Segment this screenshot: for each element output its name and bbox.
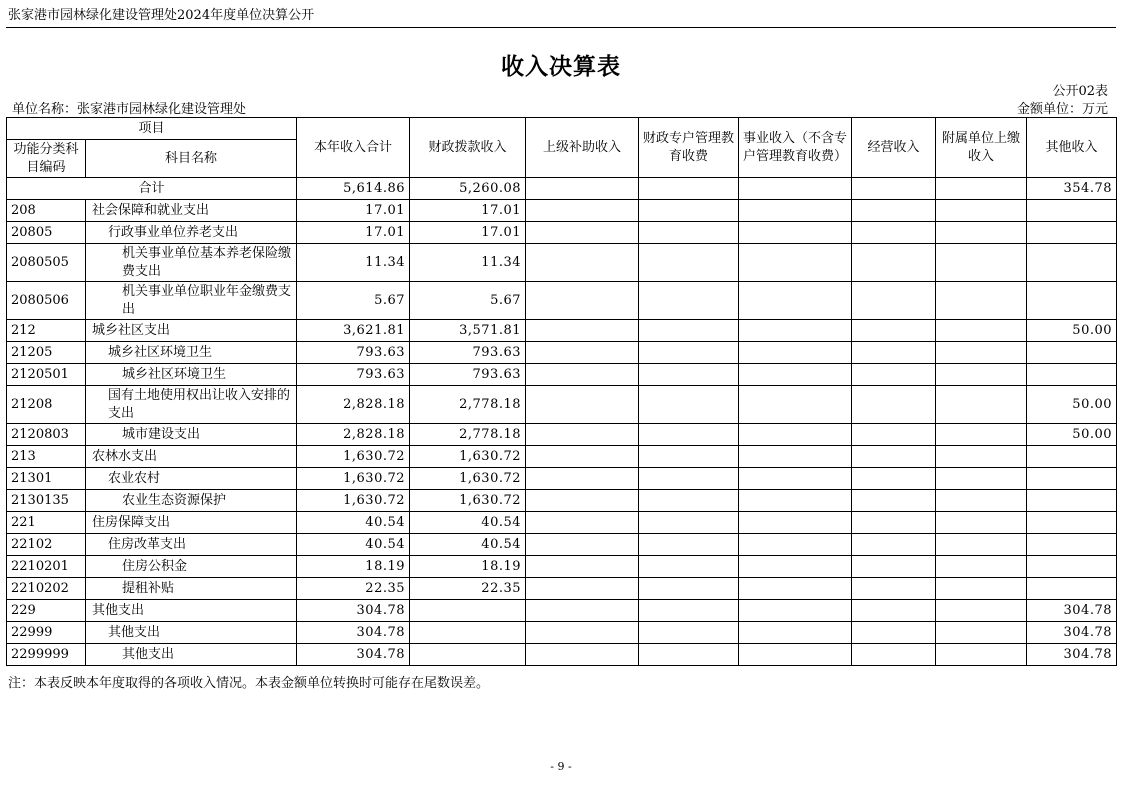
fiscal-appropriation-cell: 2,778.18 <box>410 386 526 424</box>
other-income-header: 其他收入 <box>1027 118 1117 178</box>
page-number: - 9 - <box>550 760 572 773</box>
affiliated-unit-cell <box>936 282 1027 320</box>
total-income-cell: 1,630.72 <box>297 446 410 468</box>
fiscal-appropriation-cell <box>410 622 526 644</box>
affiliated-unit-cell <box>936 424 1027 446</box>
superior-subsidy-cell <box>526 468 639 490</box>
function-code-cell: 22102 <box>7 534 86 556</box>
operating-income-cell <box>852 512 936 534</box>
subject-name-cell: 农业生态资源保护 <box>86 490 297 512</box>
fiscal-appropriation-cell: 1,630.72 <box>410 490 526 512</box>
operating-income-cell <box>852 622 936 644</box>
subject-name-cell: 其他支出 <box>86 644 297 666</box>
other-income-cell: 50.00 <box>1027 320 1117 342</box>
special-education-cell <box>639 622 739 644</box>
special-education-cell <box>639 222 739 244</box>
business-income-cell <box>739 244 852 282</box>
special-education-cell <box>639 282 739 320</box>
other-income-cell: 304.78 <box>1027 644 1117 666</box>
special-education-cell <box>639 386 739 424</box>
other-income-cell: 304.78 <box>1027 600 1117 622</box>
fiscal-appropriation-cell: 793.63 <box>410 364 526 386</box>
business-income-cell <box>739 386 852 424</box>
superior-subsidy-cell <box>526 578 639 600</box>
function-code-cell: 2130135 <box>7 490 86 512</box>
function-code-cell: 21205 <box>7 342 86 364</box>
fiscal-appropriation-cell: 40.54 <box>410 534 526 556</box>
function-code-cell: 21208 <box>7 386 86 424</box>
other-income-cell <box>1027 556 1117 578</box>
business-income-cell <box>739 556 852 578</box>
header-divider <box>6 27 1116 28</box>
operating-income-cell <box>852 578 936 600</box>
business-income-cell <box>739 222 852 244</box>
fiscal-appropriation-cell: 1,630.72 <box>410 446 526 468</box>
table-row <box>7 222 1117 244</box>
table-row <box>7 622 1117 644</box>
affiliated-unit-cell <box>936 512 1027 534</box>
total-income-cell: 793.63 <box>297 342 410 364</box>
superior-subsidy-cell <box>526 490 639 512</box>
total-income-cell: 2,828.18 <box>297 386 410 424</box>
fiscal-appropriation-cell <box>410 600 526 622</box>
special-education-cell <box>639 490 739 512</box>
fiscal-appropriation-cell <box>410 644 526 666</box>
affiliated-unit-cell <box>936 386 1027 424</box>
operating-income-cell <box>852 200 936 222</box>
subject-name-cell: 农业农村 <box>86 468 297 490</box>
function-code-cell: 2210201 <box>7 556 86 578</box>
special-education-cell <box>639 556 739 578</box>
other-income-cell: 304.78 <box>1027 622 1117 644</box>
function-code-cell: 213 <box>7 446 86 468</box>
special-education-cell <box>639 364 739 386</box>
other-income-cell <box>1027 578 1117 600</box>
business-income-cell <box>739 364 852 386</box>
total-income-cell: 17.01 <box>297 200 410 222</box>
operating-income-cell <box>852 222 936 244</box>
fiscal-appropriation-cell: 793.63 <box>410 342 526 364</box>
table-row <box>7 534 1117 556</box>
affiliated-unit-cell <box>936 200 1027 222</box>
other-income-cell <box>1027 364 1117 386</box>
other-income-cell <box>1027 282 1117 320</box>
table-row <box>7 468 1117 490</box>
fiscal-appropriation-cell: 1,630.72 <box>410 468 526 490</box>
operating-income-cell <box>852 424 936 446</box>
affiliated-unit-cell <box>936 556 1027 578</box>
table-note: 注：本表反映本年度取得的各项收入情况。本表金额单位转换时可能存在尾数误差。 <box>8 676 490 691</box>
superior-subsidy-cell <box>526 534 639 556</box>
superior-subsidy-cell <box>526 512 639 534</box>
other-income-cell <box>1027 342 1117 364</box>
other-income-cell <box>1027 490 1117 512</box>
business-income-cell <box>739 600 852 622</box>
function-code-cell: 2299999 <box>7 644 86 666</box>
affiliated-unit-cell <box>936 342 1027 364</box>
special-education-cell <box>639 320 739 342</box>
total-operating-value <box>852 178 936 200</box>
fiscal-appropriation-cell: 17.01 <box>410 200 526 222</box>
table-row <box>7 364 1117 386</box>
business-income-cell <box>739 320 852 342</box>
affiliated-unit-cell <box>936 622 1027 644</box>
operating-income-cell <box>852 534 936 556</box>
business-income-cell <box>739 424 852 446</box>
affiliated-unit-cell <box>936 446 1027 468</box>
table-row <box>7 386 1117 424</box>
special-education-cell <box>639 578 739 600</box>
operating-income-cell <box>852 600 936 622</box>
operating-income-cell <box>852 468 936 490</box>
total-income-cell: 304.78 <box>297 622 410 644</box>
total-income-cell: 5.67 <box>297 282 410 320</box>
fiscal-appropriation-cell: 3,571.81 <box>410 320 526 342</box>
total-income-cell: 2,828.18 <box>297 424 410 446</box>
operating-income-cell <box>852 386 936 424</box>
form-number: 公开02表 <box>1052 84 1108 99</box>
operating-income-cell <box>852 644 936 666</box>
superior-subsidy-cell <box>526 386 639 424</box>
superior-subsidy-cell <box>526 200 639 222</box>
function-code-cell: 212 <box>7 320 86 342</box>
function-code-cell: 221 <box>7 512 86 534</box>
affiliated-unit-cell <box>936 578 1027 600</box>
operating-income-cell <box>852 320 936 342</box>
superior-subsidy-cell <box>526 600 639 622</box>
subject-name-cell: 城乡社区环境卫生 <box>86 342 297 364</box>
function-code-cell: 229 <box>7 600 86 622</box>
affiliated-unit-cell <box>936 320 1027 342</box>
business-income-cell <box>739 468 852 490</box>
function-code-cell: 22999 <box>7 622 86 644</box>
income-table <box>6 117 1117 666</box>
subject-name-cell: 其他支出 <box>86 600 297 622</box>
subject-name-cell: 机关事业单位基本养老保险缴费支出 <box>86 244 297 282</box>
subject-name-header: 科目名称 <box>86 140 297 178</box>
total-income-cell: 17.01 <box>297 222 410 244</box>
superior-subsidy-cell <box>526 244 639 282</box>
other-income-cell <box>1027 534 1117 556</box>
total-row <box>7 178 1117 200</box>
superior-subsidy-cell <box>526 364 639 386</box>
fiscal-appropriation-cell: 5.67 <box>410 282 526 320</box>
business-income-cell <box>739 578 852 600</box>
total-business-value <box>739 178 852 200</box>
total-affiliated-value <box>936 178 1027 200</box>
subject-name-cell: 城乡社区环境卫生 <box>86 364 297 386</box>
other-income-cell <box>1027 244 1117 282</box>
fiscal-appropriation-header: 财政拨款收入 <box>410 118 526 178</box>
unit-name: 单位名称：张家港市园林绿化建设管理处 <box>12 102 247 117</box>
total-label: 合计 <box>7 178 297 200</box>
total-income-cell: 1,630.72 <box>297 490 410 512</box>
table-row <box>7 446 1117 468</box>
business-income-cell <box>739 490 852 512</box>
function-code-cell: 208 <box>7 200 86 222</box>
table-row <box>7 512 1117 534</box>
fiscal-appropriation-cell: 40.54 <box>410 512 526 534</box>
affiliated-unit-cell <box>936 490 1027 512</box>
table-row <box>7 320 1117 342</box>
total-fiscal-value: 5,260.08 <box>410 178 526 200</box>
table-row <box>7 578 1117 600</box>
table-row <box>7 200 1117 222</box>
affiliated-unit-cell <box>936 364 1027 386</box>
operating-income-cell <box>852 244 936 282</box>
table-row <box>7 600 1117 622</box>
superior-subsidy-cell <box>526 446 639 468</box>
table-row <box>7 342 1117 364</box>
business-income-header: 事业收入（不含专户管理教育收费） <box>739 118 852 178</box>
page-title: 收入决算表 <box>501 54 621 80</box>
operating-income-header: 经营收入 <box>852 118 936 178</box>
table-row <box>7 424 1117 446</box>
subject-name-cell: 提租补贴 <box>86 578 297 600</box>
total-income-cell: 1,630.72 <box>297 468 410 490</box>
business-income-cell <box>739 534 852 556</box>
operating-income-cell <box>852 364 936 386</box>
business-income-cell <box>739 512 852 534</box>
special-education-cell <box>639 424 739 446</box>
business-income-cell <box>739 200 852 222</box>
affiliated-unit-cell <box>936 534 1027 556</box>
other-income-cell <box>1027 446 1117 468</box>
superior-subsidy-cell <box>526 644 639 666</box>
superior-subsidy-cell <box>526 282 639 320</box>
superior-subsidy-header: 上级补助收入 <box>526 118 639 178</box>
table-row <box>7 556 1117 578</box>
table-row <box>7 244 1117 282</box>
affiliated-unit-header: 附属单位上缴收入 <box>936 118 1027 178</box>
total-income-cell: 22.35 <box>297 578 410 600</box>
fiscal-appropriation-cell: 22.35 <box>410 578 526 600</box>
function-code-cell: 2210202 <box>7 578 86 600</box>
other-income-cell: 50.00 <box>1027 386 1117 424</box>
special-education-cell <box>639 512 739 534</box>
superior-subsidy-cell <box>526 424 639 446</box>
total-income-cell: 11.34 <box>297 244 410 282</box>
fiscal-appropriation-cell: 11.34 <box>410 244 526 282</box>
subject-name-cell: 住房公积金 <box>86 556 297 578</box>
operating-income-cell <box>852 342 936 364</box>
superior-subsidy-cell <box>526 342 639 364</box>
fiscal-special-education-header: 财政专户管理教育收费 <box>639 118 739 178</box>
function-code-cell: 2120803 <box>7 424 86 446</box>
table-row <box>7 490 1117 512</box>
function-code-header: 功能分类科目编码 <box>7 140 86 178</box>
special-education-cell <box>639 600 739 622</box>
operating-income-cell <box>852 556 936 578</box>
operating-income-cell <box>852 446 936 468</box>
amount-unit: 金额单位：万元 <box>1016 102 1108 117</box>
business-income-cell <box>739 446 852 468</box>
special-education-cell <box>639 446 739 468</box>
total-income-cell: 304.78 <box>297 600 410 622</box>
total-income-header: 本年收入合计 <box>297 118 410 178</box>
total-income-cell: 304.78 <box>297 644 410 666</box>
subject-name-cell: 城乡社区支出 <box>86 320 297 342</box>
fiscal-appropriation-cell: 2,778.18 <box>410 424 526 446</box>
business-income-cell <box>739 342 852 364</box>
total-income-cell: 3,621.81 <box>297 320 410 342</box>
special-education-cell <box>639 468 739 490</box>
special-education-cell <box>639 644 739 666</box>
total-superior-value <box>526 178 639 200</box>
other-income-cell <box>1027 512 1117 534</box>
superior-subsidy-cell <box>526 320 639 342</box>
affiliated-unit-cell <box>936 222 1027 244</box>
affiliated-unit-cell <box>936 244 1027 282</box>
subject-name-cell: 国有土地使用权出让收入安排的支出 <box>86 386 297 424</box>
other-income-cell: 50.00 <box>1027 424 1117 446</box>
superior-subsidy-cell <box>526 556 639 578</box>
subject-name-cell: 农林水支出 <box>86 446 297 468</box>
superior-subsidy-cell <box>526 622 639 644</box>
total-special-education-value <box>639 178 739 200</box>
total-income-cell: 40.54 <box>297 512 410 534</box>
affiliated-unit-cell <box>936 644 1027 666</box>
special-education-cell <box>639 342 739 364</box>
function-code-cell: 21301 <box>7 468 86 490</box>
special-education-cell <box>639 534 739 556</box>
special-education-cell <box>639 244 739 282</box>
function-code-cell: 2080505 <box>7 244 86 282</box>
subject-name-cell: 住房保障支出 <box>86 512 297 534</box>
other-income-cell <box>1027 222 1117 244</box>
other-income-cell <box>1027 200 1117 222</box>
project-header: 项目 <box>7 118 297 140</box>
subject-name-cell: 机关事业单位职业年金缴费支出 <box>86 282 297 320</box>
business-income-cell <box>739 622 852 644</box>
total-income-cell: 793.63 <box>297 364 410 386</box>
subject-name-cell: 其他支出 <box>86 622 297 644</box>
business-income-cell <box>739 282 852 320</box>
subject-name-cell: 社会保障和就业支出 <box>86 200 297 222</box>
subject-name-cell: 行政事业单位养老支出 <box>86 222 297 244</box>
total-other-value: 354.78 <box>1027 178 1117 200</box>
operating-income-cell <box>852 490 936 512</box>
table-row <box>7 644 1117 666</box>
total-income-cell: 40.54 <box>297 534 410 556</box>
function-code-cell: 2120501 <box>7 364 86 386</box>
subject-name-cell: 住房改革支出 <box>86 534 297 556</box>
affiliated-unit-cell <box>936 468 1027 490</box>
function-code-cell: 2080506 <box>7 282 86 320</box>
operating-income-cell <box>852 282 936 320</box>
superior-subsidy-cell <box>526 222 639 244</box>
running-header: 张家港市园林绿化建设管理处2024年度单位决算公开 <box>8 8 315 23</box>
business-income-cell <box>739 644 852 666</box>
table-row <box>7 282 1117 320</box>
function-code-cell: 20805 <box>7 222 86 244</box>
total-income-cell: 18.19 <box>297 556 410 578</box>
other-income-cell <box>1027 468 1117 490</box>
total-income-value: 5,614.86 <box>297 178 410 200</box>
affiliated-unit-cell <box>936 600 1027 622</box>
subject-name-cell: 城市建设支出 <box>86 424 297 446</box>
fiscal-appropriation-cell: 18.19 <box>410 556 526 578</box>
special-education-cell <box>639 200 739 222</box>
fiscal-appropriation-cell: 17.01 <box>410 222 526 244</box>
